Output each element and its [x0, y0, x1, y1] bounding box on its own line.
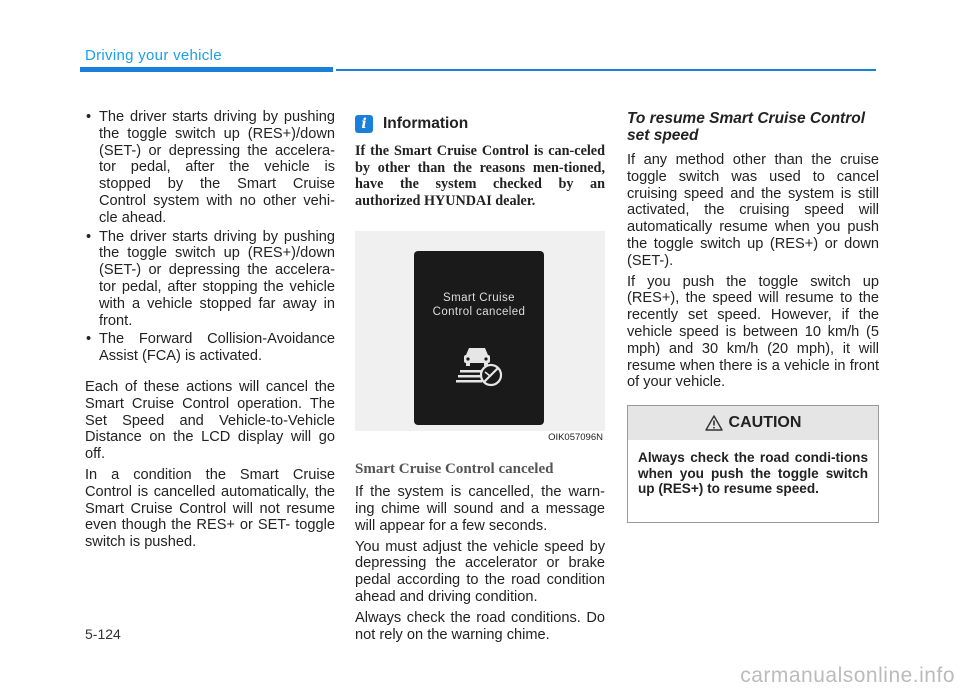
paragraph: You must adjust the vehicle speed by depressing the accelerator or brake pedal according to the road condition ahead and driving condition. [355, 538, 605, 605]
list-item: • The Forward Collision-Avoidance Assist (FCA) is activated. [85, 331, 335, 365]
paragraph: If any method other than the cruise toggle switch was used to cancel cruising speed and the system is still activated, the cruising speed will automatically resume when you push the toggle switch up (RES+) or down (SET-). [627, 152, 879, 269]
info-icon: i [355, 115, 373, 133]
cluster-display-figure [355, 231, 605, 443]
caution-title: CAUTION [728, 413, 802, 431]
cruise-canceled-icon [454, 343, 506, 389]
paragraph: In a condition the Smart Cruise Control is cancelled automatically, the Smart Cruise Control will not resume even though the RES+ or SET- toggle switch is pushed. [85, 466, 335, 551]
cancel-conditions-list [85, 109, 335, 365]
watermark: carmanualsonline.info [740, 664, 955, 687]
figure-code: OIK057096N [548, 431, 603, 443]
paragraph: Each of these actions will cancel the Smart Cruise Control operation. The Set Speed and Vehicle-to-Vehicle Distance on the LCD display will go off. [85, 378, 335, 463]
list-item: • The driver starts driving by pushing the toggle switch up (RES+)/down (SET-) or depressing the accelera-tor pedal, after stopping the vehicle with a vehicle stopped far away in front. [85, 229, 335, 330]
lcd-screen [414, 251, 544, 425]
paragraph: If you push the toggle switch up (RES+), the speed will resume to the recently set speed. However, if the vehicle speed is between 10 km/h (5 mph) and 30 km/h (20 mph), it will resume when there is a vehicle in front of your vehicle. [627, 273, 879, 391]
information-body: If the Smart Cruise Control is can-celed by other than the reasons men-tioned, have the system checked by an authorized HYUNDAI dealer. [355, 143, 605, 209]
lcd-message-line1: Smart Cruise [443, 292, 515, 305]
column-right [627, 110, 879, 523]
information-header [355, 115, 605, 133]
lcd-message [414, 291, 544, 319]
page-number: 5-124 [85, 626, 121, 642]
list-item: • The driver starts driving by pushing the toggle switch up (RES+)/down (SET-) or depressing the accelera-tor pedal, after the vehicle is stopped by the Smart Cruise Control system with no other vehi-cle ahead. [85, 109, 335, 227]
subsection-heading: To resume Smart Cruise Control set speed [627, 110, 866, 144]
caution-text: Always check the road condi-tions when you push the toggle switch up (RES+) to resume speed. [638, 450, 868, 497]
lcd-message-line2: Control canceled [432, 306, 526, 319]
header-bar-thin [336, 69, 876, 71]
paragraph: If the system is cancelled, the warn-ing chime will sound and a message will appear for a few seconds. [355, 484, 605, 534]
column-left [85, 109, 335, 555]
section-header: Driving your vehicle [85, 47, 222, 64]
information-title: Information [383, 114, 469, 132]
section-title: Smart Cruise Control canceled [355, 461, 554, 478]
paragraph: Always check the road conditions. Do not rely on the warning chime. [355, 609, 605, 643]
column-middle [355, 115, 605, 647]
caution-box [627, 405, 879, 523]
header-bar-thick [80, 67, 333, 72]
warning-triangle-icon [705, 415, 723, 431]
caution-header [628, 406, 878, 440]
